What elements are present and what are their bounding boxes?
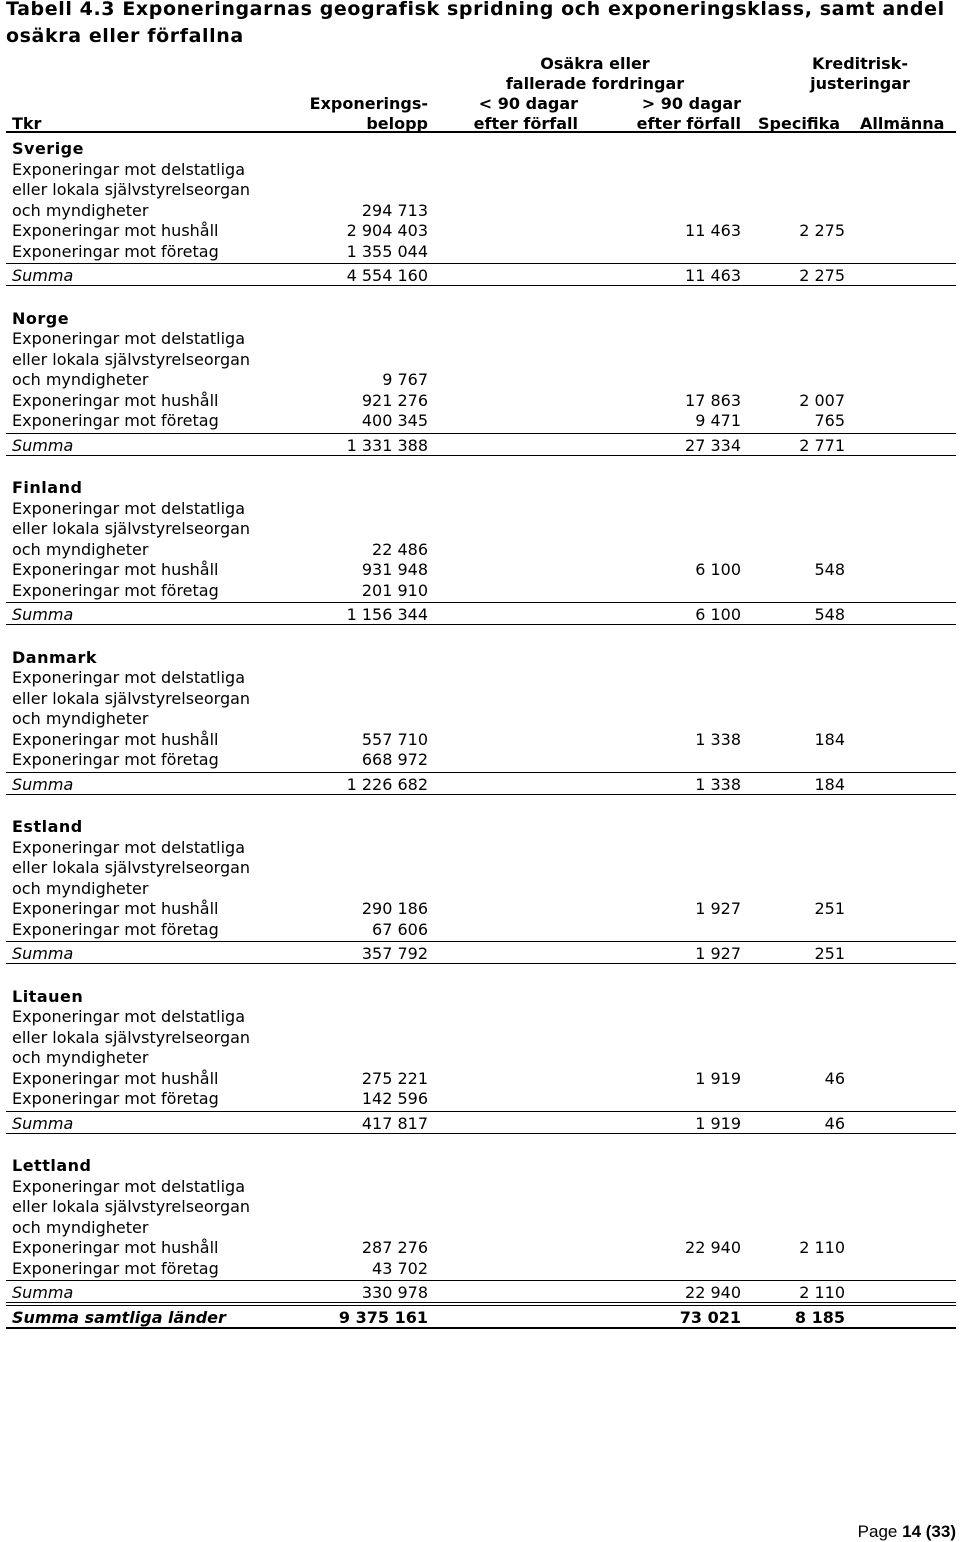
exposure-amount: 275 221	[361, 1068, 428, 1088]
row-label: Exponeringar mot delstatliga	[12, 1007, 246, 1026]
block-divider	[6, 1302, 956, 1303]
specific-adjustment: 1 927	[695, 899, 741, 918]
table-row	[0, 559, 960, 580]
row-label: Exponeringar mot delstatliga	[12, 668, 246, 687]
table-row	[0, 857, 960, 878]
row-label: eller lokala självstyrelseorgan	[12, 349, 251, 369]
table-row	[0, 390, 960, 411]
row-label: och myndigheter	[12, 370, 149, 389]
exposure-amount: 330 978	[361, 1283, 428, 1302]
exposure-amount: 400 345	[361, 411, 428, 430]
row-label: eller lokala självstyrelseorgan	[12, 180, 251, 199]
row-label: Exponeringar mot delstatliga	[12, 837, 246, 857]
row-label: Estland	[12, 817, 83, 836]
row-label: eller lokala självstyrelseorgan	[12, 858, 251, 877]
sum-row	[0, 265, 960, 286]
row-label: Exponeringar mot företag	[12, 750, 219, 769]
table-row	[0, 580, 960, 601]
table-row	[0, 539, 960, 560]
header-group-osakra-line2: fallerade fordringar	[505, 74, 685, 93]
row-label: Finland	[12, 478, 83, 497]
table-row	[0, 919, 960, 940]
row-label: eller lokala självstyrelseorgan	[12, 688, 251, 708]
row-label: Exponeringar mot företag	[12, 580, 219, 600]
row-label: Lettland	[12, 1156, 92, 1175]
exposure-amount: 357 792	[361, 944, 428, 963]
row-label: Norge	[12, 308, 70, 328]
general-adjustment: 2 275	[799, 221, 845, 240]
specific-adjustment: 27 334	[685, 435, 741, 455]
sum-divider	[6, 1111, 956, 1112]
header-exponeringsbelopp	[310, 94, 428, 134]
row-label: Exponeringar mot delstatliga	[12, 329, 246, 348]
general-adjustment: 765	[814, 411, 845, 430]
exposure-amount: 1 331 388	[346, 435, 428, 455]
header-gt90-line2: efter förfall	[636, 114, 741, 133]
table-bottom-border	[6, 1327, 956, 1329]
table-row	[0, 837, 960, 858]
general-adjustment: 548	[814, 605, 845, 624]
table-row	[0, 498, 960, 519]
table-row	[0, 1027, 960, 1048]
specific-adjustment: 1 338	[695, 729, 741, 749]
specific-adjustment: 11 463	[685, 221, 741, 240]
table-row	[0, 159, 960, 180]
exposure-amount: 931 948	[361, 560, 428, 579]
header-allmanna: Allmänna	[860, 114, 945, 133]
sum-divider	[6, 602, 956, 603]
exposure-amount: 668 972	[361, 750, 428, 769]
row-label: Exponeringar mot hushåll	[12, 221, 219, 240]
table-row	[0, 749, 960, 770]
sum-row	[0, 604, 960, 625]
row-label: Summa	[12, 605, 74, 624]
footer-page-total: (33)	[925, 1522, 956, 1541]
row-label: Exponeringar mot företag	[12, 411, 219, 430]
row-label: Exponeringar mot hushåll	[12, 560, 219, 579]
row-label: Exponeringar mot hushåll	[12, 1068, 219, 1088]
row-label: Exponeringar mot hushåll	[12, 899, 219, 918]
header-lt90-line1: < 90 dagar	[478, 94, 578, 113]
general-adjustment: 46	[824, 1113, 845, 1133]
table-row	[0, 200, 960, 221]
row-label: Exponeringar mot företag	[12, 919, 219, 939]
exposure-amount: 921 276	[361, 390, 428, 410]
specific-adjustment: 6 100	[695, 560, 741, 579]
exposure-amount: 287 276	[361, 1238, 428, 1257]
general-adjustment: 2 771	[799, 435, 845, 455]
row-label: Sverige	[12, 139, 84, 158]
table-row	[0, 369, 960, 390]
header-group-kreditrisk-line1: Kreditrisk-	[812, 54, 908, 73]
header-group-osakra	[470, 54, 720, 94]
country-heading	[0, 1155, 960, 1176]
exposure-amount: 294 713	[361, 200, 428, 220]
row-label: Summa	[12, 435, 74, 455]
exposure-amount: 557 710	[361, 729, 428, 749]
page-footer	[858, 1522, 956, 1542]
general-adjustment: 251	[814, 944, 845, 963]
row-label: och myndigheter	[12, 1217, 149, 1237]
table-row	[0, 898, 960, 919]
header-lt90-line2: efter förfall	[473, 114, 578, 133]
country-heading	[0, 986, 960, 1007]
sum-divider	[6, 941, 956, 942]
block-divider	[6, 963, 956, 964]
row-label: Exponeringar mot hushåll	[12, 1238, 219, 1257]
table-row	[0, 1217, 960, 1238]
exposure-amount: 43 702	[372, 1258, 428, 1278]
exposure-amount: 1 355 044	[346, 241, 428, 261]
grand-total-row	[0, 1307, 960, 1328]
table-row	[0, 220, 960, 241]
table-row	[0, 518, 960, 539]
exposure-amount: 9 767	[382, 370, 428, 389]
specific-adjustment: 1 927	[695, 944, 741, 963]
sum-divider	[6, 1305, 956, 1306]
table-row	[0, 1196, 960, 1217]
table-row	[0, 688, 960, 709]
sum-divider	[6, 433, 956, 434]
table-row	[0, 1047, 960, 1068]
row-label: och myndigheter	[12, 200, 149, 220]
exposure-amount: 2 904 403	[346, 221, 428, 240]
header-gt90	[637, 94, 741, 134]
row-label: eller lokala självstyrelseorgan	[12, 1197, 251, 1216]
row-label: Summa	[12, 774, 74, 794]
table-row	[0, 729, 960, 750]
table-row	[0, 349, 960, 370]
general-adjustment: 548	[814, 560, 845, 579]
header-exponeringsbelopp-line2: belopp	[366, 114, 428, 133]
header-group-kreditrisk	[760, 54, 960, 94]
row-label: Summa	[12, 266, 74, 285]
sum-row	[0, 1282, 960, 1303]
header-group-kreditrisk-line2: justeringar	[810, 74, 910, 93]
general-adjustment: 184	[814, 774, 845, 794]
header-tkr: Tkr	[12, 114, 42, 133]
specific-adjustment: 11 463	[685, 266, 741, 285]
table-row	[0, 1006, 960, 1027]
specific-adjustment: 1 338	[695, 774, 741, 794]
sum-divider	[6, 772, 956, 773]
row-label: och myndigheter	[12, 878, 149, 898]
specific-adjustment: 73 021	[679, 1307, 741, 1327]
country-heading	[0, 816, 960, 837]
general-adjustment: 8 185	[794, 1307, 845, 1327]
footer-page-number: 14	[902, 1522, 922, 1541]
row-label: och myndigheter	[12, 1048, 149, 1067]
specific-adjustment: 22 940	[685, 1283, 741, 1302]
table-row	[0, 328, 960, 349]
header-specifika: Specifika	[758, 114, 841, 133]
sum-row	[0, 943, 960, 964]
row-label: Summa	[12, 1283, 74, 1302]
exposure-amount: 201 910	[361, 580, 428, 600]
table-row	[0, 410, 960, 431]
row-label: Exponeringar mot delstatliga	[12, 159, 246, 179]
exposure-amount: 9 375 161	[338, 1307, 428, 1327]
specific-adjustment: 1 919	[695, 1113, 741, 1133]
row-label: Exponeringar mot företag	[12, 1258, 219, 1278]
specific-adjustment: 9 471	[695, 411, 741, 430]
row-label: Summa samtliga länder	[12, 1307, 226, 1327]
specific-adjustment: 6 100	[695, 605, 741, 624]
exposure-amount: 22 486	[372, 539, 428, 559]
header-gt90-line1: > 90 dagar	[641, 94, 741, 113]
country-heading	[0, 308, 960, 329]
exposure-amount: 67 606	[372, 919, 428, 939]
block-divider	[6, 794, 956, 795]
row-label: Danmark	[12, 647, 97, 667]
sum-row	[0, 1113, 960, 1134]
row-label: Exponeringar mot företag	[12, 1089, 219, 1108]
table-row	[0, 708, 960, 729]
general-adjustment: 2 110	[799, 1238, 845, 1257]
general-adjustment: 251	[814, 899, 845, 918]
table-row	[0, 667, 960, 688]
row-label: Exponeringar mot delstatliga	[12, 498, 246, 518]
sum-row	[0, 435, 960, 456]
block-divider	[6, 624, 956, 625]
row-label: Summa	[12, 944, 74, 963]
row-label: eller lokala självstyrelseorgan	[12, 1027, 251, 1047]
general-adjustment: 184	[814, 729, 845, 749]
row-label: eller lokala självstyrelseorgan	[12, 519, 251, 538]
sum-row	[0, 774, 960, 795]
exposure-amount: 1 156 344	[346, 605, 428, 624]
specific-adjustment: 1 919	[695, 1068, 741, 1088]
country-heading	[0, 138, 960, 159]
block-divider	[6, 285, 956, 286]
exposure-amount: 4 554 160	[346, 266, 428, 285]
row-label: Exponeringar mot hushåll	[12, 729, 219, 749]
general-adjustment: 2 110	[799, 1283, 845, 1302]
table-row	[0, 1237, 960, 1258]
table-row	[0, 1258, 960, 1279]
general-adjustment: 46	[824, 1068, 845, 1088]
header-exponeringsbelopp-line1: Exponerings-	[309, 94, 428, 113]
row-label: Exponeringar mot delstatliga	[12, 1176, 246, 1196]
row-label: Exponeringar mot hushåll	[12, 390, 219, 410]
general-adjustment: 2 007	[799, 390, 845, 410]
table-row	[0, 241, 960, 262]
row-label: och myndigheter	[12, 709, 149, 728]
specific-adjustment: 22 940	[685, 1238, 741, 1257]
sum-divider	[6, 263, 956, 264]
table-title: Tabell 4.3 Exponeringarnas geografisk spridning och exponeringsklass, samt andel osäkra eller förfallna	[6, 0, 945, 47]
general-adjustment: 2 275	[799, 266, 845, 285]
block-divider	[6, 455, 956, 456]
table-row	[0, 179, 960, 200]
exposure-amount: 417 817	[361, 1113, 428, 1133]
footer-prefix: Page	[857, 1522, 898, 1541]
exposure-amount: 142 596	[361, 1089, 428, 1108]
row-label: Summa	[12, 1113, 74, 1133]
table-row	[0, 1068, 960, 1089]
specific-adjustment: 17 863	[685, 390, 741, 410]
header-lt90	[474, 94, 578, 134]
header-group-osakra-line1: Osäkra eller	[540, 54, 650, 73]
table-row	[0, 1176, 960, 1197]
row-label: Litauen	[12, 986, 84, 1006]
sum-divider	[6, 1280, 956, 1281]
table-row	[0, 878, 960, 899]
block-divider	[6, 1133, 956, 1134]
country-heading	[0, 647, 960, 668]
header-divider	[6, 131, 956, 133]
row-label: och myndigheter	[12, 539, 149, 559]
table-row	[0, 1088, 960, 1109]
country-heading	[0, 477, 960, 498]
row-label: Exponeringar mot företag	[12, 241, 219, 261]
exposure-amount: 290 186	[361, 899, 428, 918]
exposure-amount: 1 226 682	[346, 774, 428, 794]
